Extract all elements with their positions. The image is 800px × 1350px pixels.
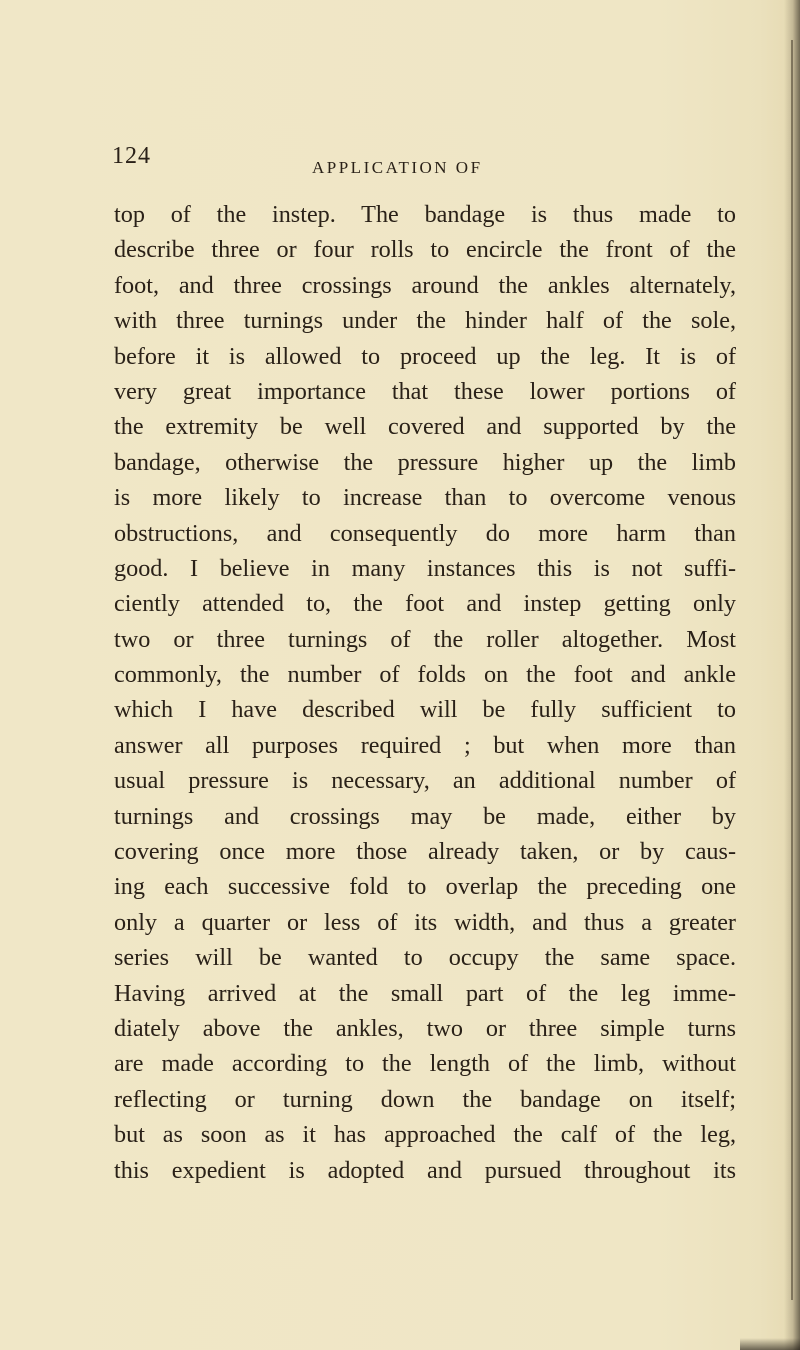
text-line: this expedient is adopted and pursued throughout its [114, 1156, 736, 1184]
text-line: but as soon as it has approached the calf of the leg, [114, 1121, 736, 1149]
text-line: obstructions, and consequently do more harm than [114, 519, 736, 547]
text-line: turnings and crossings may be made, either by [114, 802, 736, 830]
text-line: foot, and three crossings around the ankles alternately, [114, 271, 736, 299]
text-line: covering once more those already taken, or by caus- [114, 838, 736, 866]
text-line: are made according to the length of the limb, without [114, 1050, 736, 1078]
text-line: commonly, the number of folds on the foot and ankle [114, 661, 736, 689]
text-line: ciently attended to, the foot and instep getting only [114, 590, 736, 618]
page-header [112, 143, 732, 183]
text-line: two or three turnings of the roller altogether. Most [114, 625, 736, 653]
text-line: answer all purposes required ; but when more than [114, 731, 736, 759]
text-line: top of the instep. The bandage is thus made to [114, 201, 736, 228]
text-line: the extremity be well covered and supported by the [114, 413, 736, 441]
text-line: diately above the ankles, two or three simple turns [114, 1014, 736, 1042]
text-line: usual pressure is necessary, an additional number of [114, 767, 736, 795]
page-edge-line [791, 40, 793, 1300]
text-line: describe three or four rolls to encircle the front of the [114, 236, 736, 264]
text-line: Having arrived at the small part of the leg imme- [114, 979, 736, 1007]
body-text [114, 197, 736, 1188]
text-line: with three turnings under the hinder half of the sole, [114, 307, 736, 335]
running-title: APPLICATION OF [312, 158, 483, 177]
page-corner-shadow [740, 1338, 800, 1350]
text-line: which I have described will be fully sufficient to [114, 696, 736, 724]
text-line: before it is allowed to proceed up the leg. It is of [114, 342, 736, 370]
text-line: good. I believe in many instances this is not suffi- [114, 554, 736, 582]
text-line: reflecting or turning down the bandage on itself; [114, 1085, 736, 1113]
text-line: is more likely to increase than to overcome venous [114, 484, 736, 512]
text-line: series will be wanted to occupy the same space. [114, 944, 736, 972]
text-line: very great importance that these lower portions of [114, 377, 736, 405]
text-line: bandage, otherwise the pressure higher up the limb [114, 448, 736, 476]
page-number: 124 [112, 143, 151, 169]
text-line: only a quarter or less of its width, and thus a greater [114, 908, 736, 936]
text-line: ing each successive fold to overlap the preceding one [114, 873, 736, 901]
